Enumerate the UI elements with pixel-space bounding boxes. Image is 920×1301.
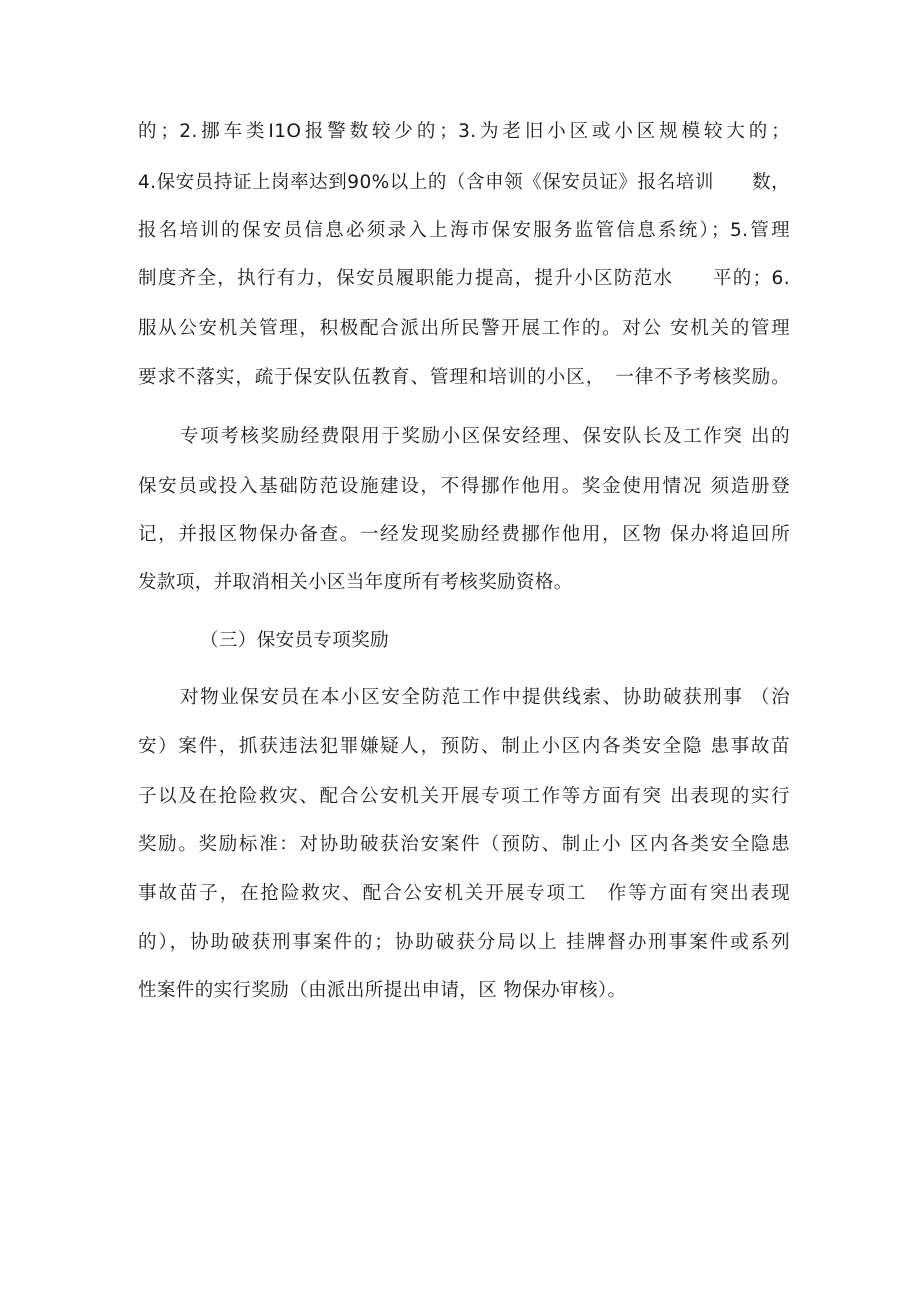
- paragraph-1-line-3: 报名培训的保安员信息必须录入上海市保安服务监管信息系统）；5.管理: [138, 220, 790, 241]
- paragraph-3-line-1: 对物业保安员在本小区安全防范工作中提供线索、协助破获刑事 （治: [180, 687, 790, 708]
- paragraph-3-line-7: 性案件的实行奖励（由派出所提出申请，区 物保办审核）。: [138, 980, 627, 1001]
- paragraph-1-line-4: 制度齐全，执行有力，保安员履职能力提高，提升小区防范水 平的；6.: [138, 268, 790, 289]
- paragraph-1-line-5: 服从公安机关管理，积极配合派出所民警开展工作的。对公 安机关的管理: [138, 318, 790, 339]
- paragraph-2-line-1: 专项考核奖励经费限用于奖励小区保安经理、保安队长及工作突 出的: [180, 426, 790, 447]
- paragraph-3-line-3: 子以及在抢险救灾、配合公安机关开展专项工作等方面有突 出表现的实行: [138, 786, 790, 807]
- paragraph-2-line-4: 发款项，并取消相关小区当年度所有考核奖励资格。: [138, 572, 573, 593]
- paragraph-1-line-1: 的；2.挪车类I1O报警数较少的；3.为老旧小区或小区规模较大的；: [138, 121, 790, 142]
- paragraph-1-line-2: 4.保安员持证上岗率达到90%以上的（含申领《保安员证》报名培训 数，: [138, 172, 790, 193]
- paragraph-3-line-5: 事故苗子，在抢险救灾、配合公安机关开展专项工 作等方面有突出表现: [138, 883, 790, 904]
- paragraph-1-line-6: 要求不落实，疏于保安队伍教育、管理和培训的小区， 一律不予考核奖励。: [138, 367, 790, 388]
- paragraph-3-line-6: 的），协助破获刑事案件的；协助破获分局以上 挂牌督办刑事案件或系列: [138, 932, 790, 953]
- paragraph-3-line-4: 奖励。奖励标准：对协助破获治安案件（预防、制止小 区内各类安全隐患: [138, 834, 790, 855]
- paragraph-2-line-3: 记，并报区物保办备查。一经发现奖励经费挪作他用，区物 保办将追回所: [138, 524, 790, 545]
- section-heading: （三）保安员专项奖励: [200, 630, 390, 651]
- paragraph-2-line-2: 保安员或投入基础防范设施建设，不得挪作他用。奖金使用情况 须造册登: [138, 476, 790, 497]
- paragraph-3-line-2: 安）案件，抓获违法犯罪嫌疑人，预防、制止小区内各类安全隐 患事故苗: [138, 736, 790, 757]
